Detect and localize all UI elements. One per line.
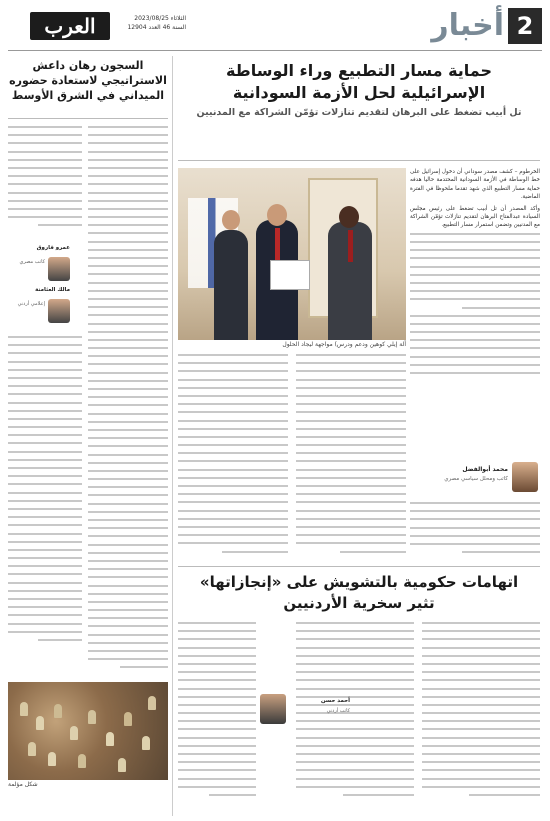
text-lines bbox=[8, 336, 82, 647]
main-photo bbox=[178, 168, 406, 340]
main-headline-line1: حماية مسار التطبيع وراء الوساطة bbox=[225, 61, 493, 80]
author-avatar bbox=[48, 257, 70, 281]
left-photo-caption: شكل مؤلمة bbox=[8, 781, 38, 788]
second-headline-line2: تثير سخرية الأردنيين bbox=[283, 594, 435, 612]
main-headline-block bbox=[178, 60, 540, 118]
left-photo bbox=[8, 682, 168, 780]
author-role: إعلامي أردني bbox=[17, 301, 45, 307]
second-writer bbox=[258, 690, 348, 728]
person-right-tie bbox=[348, 230, 353, 262]
left-headline-line1: السجون رهان داعش bbox=[32, 59, 144, 72]
left-headline-line2: الاستراتيجي لاستعادة حضوره bbox=[9, 74, 167, 87]
left-headline-block bbox=[8, 58, 168, 103]
text-lines bbox=[410, 502, 540, 559]
edition-issue: السنة 46 العدد 12904 bbox=[127, 24, 186, 31]
writer-role: كاتب ومحلل سياسي مصري bbox=[444, 476, 508, 482]
second-headline-line1: اتهامات حكومية بالتشويش على «إنجازاتها» bbox=[199, 573, 519, 591]
left-headline-rule bbox=[8, 118, 168, 119]
writer-name: أحمد حسن bbox=[320, 698, 350, 704]
author-role: كاتب مصري bbox=[19, 259, 45, 265]
main-article-right-column bbox=[410, 168, 540, 380]
author-name: مالك العثامنة bbox=[35, 287, 70, 293]
text-lines bbox=[178, 622, 256, 802]
person-right-head bbox=[339, 206, 359, 228]
person-center-tie bbox=[275, 228, 280, 262]
text-lines bbox=[8, 126, 82, 232]
document-held bbox=[270, 260, 310, 290]
main-photo-caption: ألة إيلي كوهين ودعم ودرس) مواجهة ليجاد الحلول bbox=[282, 341, 406, 348]
edition-date: الثلاثاء 2023/08/25 bbox=[134, 15, 186, 22]
author-name: عمرو فاروق bbox=[36, 245, 70, 251]
page-number: 2 bbox=[508, 8, 542, 44]
main-subheadline: تل أبيب تضغط على البرهان لتقديم تنازلات تؤمّن الشراكة مع المدنيين bbox=[196, 107, 522, 118]
main-article-paragraph: وأكد المصدر أن تل أبيب تضغط على رئيس مجلس السيادة عبدالفتاح البرهان لتقديم تنازلات تؤمّن الشراكة مع المدنيين وتضمن استمرار مسار التطبيع. bbox=[410, 205, 540, 229]
main-article-paragraph: الخرطوم – كشف مصدر سوداني أن دخول إسرائيل على خط الوساطة في الأزمة السودانية المحتدمة حاليا هدفه حماية مسار التطبيع الذي شهد تقدما ملحوظا في الفترة الماضية. bbox=[410, 169, 540, 201]
section-rule bbox=[178, 566, 540, 567]
person-center-head bbox=[267, 204, 287, 226]
headline-rule bbox=[178, 160, 540, 161]
text-lines bbox=[178, 354, 288, 559]
left-author bbox=[8, 245, 70, 283]
newspaper-logo: العرب bbox=[30, 12, 110, 40]
text-lines bbox=[296, 354, 406, 559]
text-lines bbox=[410, 233, 540, 374]
edition-info bbox=[116, 14, 186, 32]
column-divider bbox=[172, 56, 173, 816]
left-authors bbox=[8, 245, 70, 329]
writer-name: محمد أبوالفضل bbox=[462, 466, 508, 473]
header-rule bbox=[8, 50, 542, 51]
writer-avatar bbox=[512, 462, 538, 492]
person-left bbox=[214, 230, 248, 340]
author-avatar bbox=[48, 299, 70, 323]
text-lines bbox=[88, 126, 168, 675]
main-writer bbox=[410, 460, 540, 496]
writer-role: كاتب أردني bbox=[326, 708, 350, 714]
left-author bbox=[8, 287, 70, 325]
writer-avatar bbox=[260, 694, 286, 724]
main-headline-line2: الإسرائيلية لحل الأزمة السودانية bbox=[232, 83, 486, 102]
second-headline-block bbox=[178, 572, 540, 614]
section-title: أخبار bbox=[431, 8, 504, 43]
text-lines bbox=[422, 622, 540, 802]
left-headline-line3: الميداني في الشرق الأوسط bbox=[11, 89, 165, 102]
person-left-head bbox=[222, 210, 240, 230]
